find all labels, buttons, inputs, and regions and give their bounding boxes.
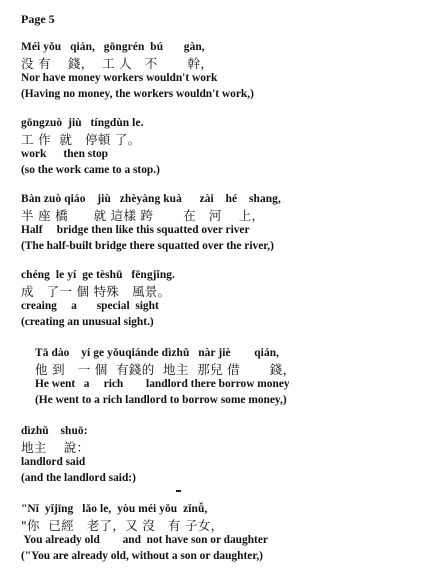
translation-line: (He went to a rich landlord to borrow some money,): [35, 393, 287, 406]
pinyin-line: chéng le yí ge tèshū fēngjǐng.: [21, 269, 176, 281]
translation-line: (and the landlord said:): [21, 471, 136, 484]
hanzi-line: 成 了一 個 特殊 風景。: [21, 283, 171, 299]
translation-line: (so the work came to a stop.): [21, 163, 160, 176]
gloss-line: You already old and not have son or daughter: [21, 534, 268, 546]
page-number: Page 5: [21, 12, 55, 26]
hanzi-line: 他 到 一 個 有錢的 地主 那兒 借 錢，: [35, 361, 296, 377]
sentence-block: [21, 268, 421, 330]
pinyin-line: "Nǐ yǐjīng lǎo le, yòu méi yǒu zǐnǚ,: [21, 503, 208, 515]
pinyin-line: gōngzuò jiù tíngdùn le.: [21, 117, 144, 129]
gloss-line: Half bridge then like this squatted over river: [21, 224, 250, 236]
hanzi-line: "你 已經 老了，又 沒 有 子女，: [21, 517, 224, 533]
gloss-line: Nor have money workers wouldn't work: [21, 72, 218, 84]
pinyin-line: dìzhǔ shuō:: [21, 425, 88, 437]
sentence-block: [21, 192, 421, 254]
hanzi-line: 没 有 錢， 工 人 不 幹，: [21, 55, 214, 71]
gloss-line: He went a rich landlord there borrow money: [35, 378, 290, 390]
translation-line: (Having no money, the workers wouldn't work,): [21, 87, 254, 100]
pinyin-line: Tā dào yí ge yǒuqiánde dìzhǔ nàr jiè qián,: [35, 347, 280, 359]
gloss-line: work then stop: [21, 148, 109, 160]
hanzi-line: 工 作 就 停頓 了。: [21, 131, 141, 147]
pinyin-line: Méi yǒu qián, gōngrén bú gàn,: [21, 41, 205, 53]
sentence-block: [21, 502, 421, 564]
hanzi-line: 地主 說：: [21, 439, 90, 455]
pinyin-line: Bàn zuò qiáo jiù zhèyàng kuà zài hé shang,: [21, 193, 281, 205]
translation-line: ("You are already old, without a son or daughter,): [21, 549, 263, 562]
sentence-block: [21, 40, 421, 102]
hanzi-line: 半 座 橋 就 這樣 跨 在 河 上，: [21, 207, 265, 223]
translation-line: (The half-built bridge there squatted over the river,): [21, 239, 274, 252]
gloss-line: creaing a special sight: [21, 300, 159, 312]
sentence-block: [35, 346, 425, 408]
sentence-block: [21, 424, 421, 486]
sentence-block: [21, 116, 421, 178]
gloss-line: landlord said: [21, 456, 86, 468]
stray-mark: [176, 490, 181, 492]
translation-line: (creating an unusual sight.): [21, 315, 154, 328]
